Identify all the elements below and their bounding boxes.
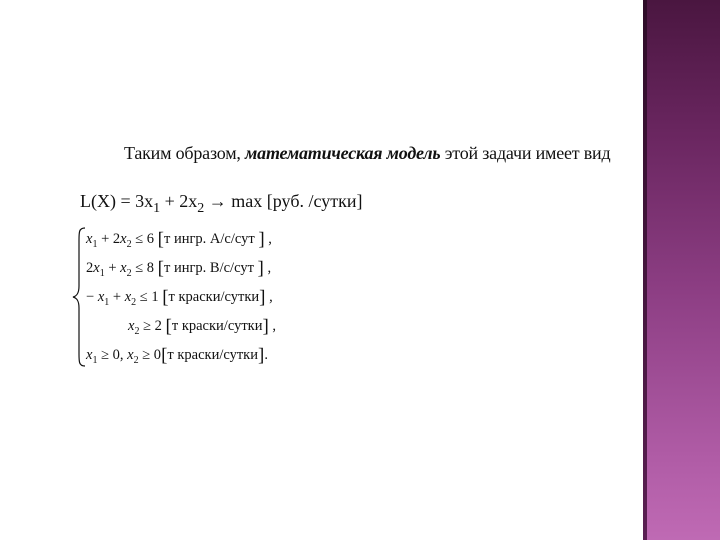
constraint-row-2: $2x_1 + x_2 \le 8$ [т ингр. В/с/сут ] ,	[86, 258, 272, 279]
objective-eq: = 3x	[115, 191, 154, 211]
objective-lhs: L(X)	[80, 191, 116, 211]
constraint-row-1: $x_1 + 2x_2 \le 6$ [т ингр. А/с/сут ] ,	[86, 229, 272, 250]
intro-text-emphasis: математическая модель	[245, 143, 441, 163]
objective-function	[80, 188, 362, 217]
intro-text	[124, 142, 643, 164]
objective-unit: [руб. /сутки]	[266, 191, 363, 211]
objective-arrow-max: → max	[204, 191, 267, 211]
intro-text-after: этой задачи имеет вид	[440, 143, 611, 163]
constraint-row-4: $x_2 \ge 2$ [т краски/сутки] ,	[128, 316, 277, 337]
objective-sub-2: 2	[197, 201, 205, 216]
constraint-system	[72, 226, 332, 368]
constraint-row-3: − $x_1 + x_2 \le 1$ [т краски/сутки] ,	[86, 287, 273, 308]
decorative-side-band	[643, 0, 720, 540]
objective-sub-1: 1	[153, 201, 161, 216]
constraint-row-5: $x_1 \ge 0$, $x_2 \ge 0[т$ краски/сутки].	[86, 345, 268, 366]
intro-text-before: Таким образом,	[124, 143, 246, 163]
objective-plus: + 2x	[160, 191, 198, 211]
